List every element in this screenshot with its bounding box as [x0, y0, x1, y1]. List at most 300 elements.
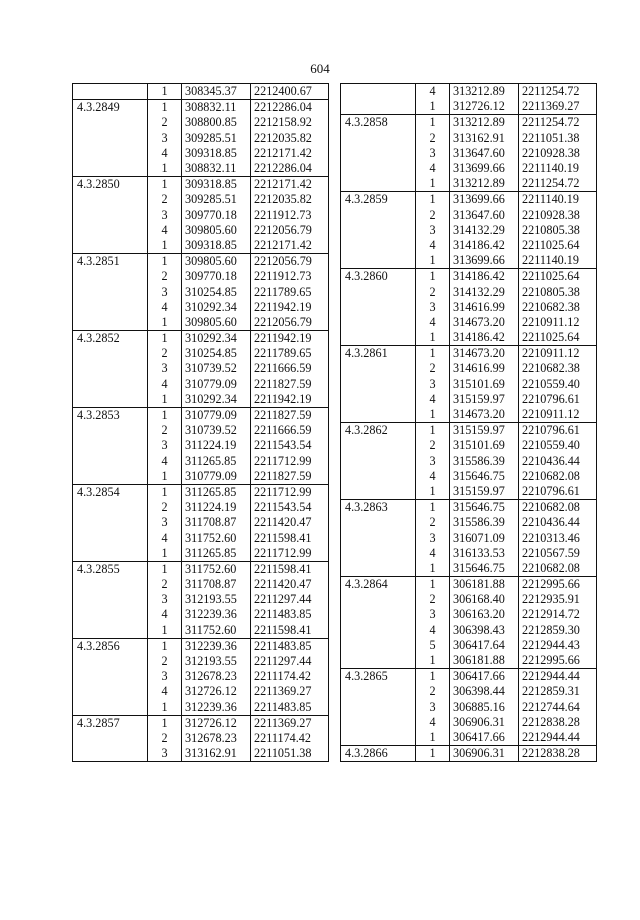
- x-coordinate-cell: 306181.88: [450, 577, 519, 593]
- y-coordinate-cell: 2211712.99: [251, 546, 329, 562]
- table-row: [341, 208, 597, 223]
- y-coordinate-cell: 2212944.44: [519, 669, 597, 685]
- parcel-id-cell: [341, 361, 416, 376]
- parcel-id-cell: 4.3.2854: [73, 484, 148, 500]
- parcel-id-cell: [73, 377, 148, 392]
- table-row: [341, 623, 597, 638]
- parcel-id-cell: [73, 731, 148, 746]
- parcel-id-cell: [341, 161, 416, 176]
- y-coordinate-cell: 2211789.65: [251, 346, 329, 361]
- table-row: [73, 746, 329, 762]
- table-row: [73, 100, 329, 116]
- x-coordinate-cell: 314132.29: [450, 223, 519, 238]
- point-number-cell: 3: [416, 146, 450, 161]
- x-coordinate-cell: 306417.66: [450, 730, 519, 746]
- point-number-cell: 1: [416, 407, 450, 423]
- coordinate-table-right: [340, 83, 597, 762]
- y-coordinate-cell: 2212859.31: [519, 684, 597, 699]
- parcel-id-cell: [341, 208, 416, 223]
- parcel-id-cell: [341, 700, 416, 715]
- x-coordinate-cell: 316071.09: [450, 530, 519, 545]
- table-row: [341, 438, 597, 453]
- point-number-cell: 4: [148, 300, 182, 315]
- parcel-id-cell: [341, 484, 416, 500]
- x-coordinate-cell: 313647.60: [450, 146, 519, 161]
- table-row: [73, 669, 329, 684]
- y-coordinate-cell: 2211942.19: [251, 300, 329, 315]
- y-coordinate-cell: 2211140.19: [519, 253, 597, 269]
- x-coordinate-cell: 315646.75: [450, 561, 519, 577]
- table-row: [341, 146, 597, 161]
- table-row: [73, 84, 329, 100]
- y-coordinate-cell: 2211712.99: [251, 484, 329, 500]
- parcel-id-cell: [341, 300, 416, 315]
- y-coordinate-cell: 2211598.41: [251, 530, 329, 545]
- x-coordinate-cell: 312726.12: [450, 99, 519, 115]
- x-coordinate-cell: 313699.66: [450, 161, 519, 176]
- x-coordinate-cell: 308800.85: [182, 115, 251, 130]
- x-coordinate-cell: 310292.34: [182, 392, 251, 408]
- parcel-id-cell: [341, 638, 416, 653]
- x-coordinate-cell: 306885.16: [450, 700, 519, 715]
- y-coordinate-cell: 2211666.59: [251, 423, 329, 438]
- x-coordinate-cell: 311265.85: [182, 454, 251, 469]
- table-row: [73, 731, 329, 746]
- point-number-cell: 3: [148, 284, 182, 299]
- point-number-cell: 1: [148, 715, 182, 731]
- table-row: [341, 377, 597, 392]
- x-coordinate-cell: 309770.18: [182, 269, 251, 284]
- table-row: [73, 469, 329, 485]
- x-coordinate-cell: 310779.09: [182, 407, 251, 423]
- y-coordinate-cell: 2212400.67: [251, 84, 329, 100]
- point-number-cell: 1: [416, 115, 450, 131]
- parcel-id-cell: [73, 131, 148, 146]
- table-row: [73, 654, 329, 669]
- y-coordinate-cell: 2210911.12: [519, 346, 597, 362]
- table-row: [73, 500, 329, 515]
- point-number-cell: 2: [416, 361, 450, 376]
- table-row: [341, 84, 597, 100]
- table-row: [341, 115, 597, 131]
- parcel-id-cell: 4.3.2866: [341, 746, 416, 762]
- x-coordinate-cell: 313162.91: [182, 746, 251, 762]
- parcel-id-cell: [73, 392, 148, 408]
- table-row: [73, 300, 329, 315]
- page-number: 604: [310, 61, 330, 76]
- table-row: [341, 684, 597, 699]
- x-coordinate-cell: 311752.60: [182, 530, 251, 545]
- x-coordinate-cell: 308832.11: [182, 161, 251, 177]
- point-number-cell: 2: [148, 654, 182, 669]
- y-coordinate-cell: 2210313.46: [519, 530, 597, 545]
- point-number-cell: 2: [416, 684, 450, 699]
- y-coordinate-cell: 2211025.64: [519, 238, 597, 253]
- point-number-cell: 1: [416, 669, 450, 685]
- point-number-cell: 4: [416, 546, 450, 561]
- y-coordinate-cell: 2212838.28: [519, 746, 597, 762]
- table-row: [341, 746, 597, 762]
- y-coordinate-cell: 2210436.44: [519, 454, 597, 469]
- parcel-id-cell: 4.3.2858: [341, 115, 416, 131]
- x-coordinate-cell: 314616.99: [450, 300, 519, 315]
- point-number-cell: 4: [416, 392, 450, 407]
- table-row: [73, 454, 329, 469]
- parcel-id-cell: [73, 146, 148, 161]
- table-row: [341, 131, 597, 146]
- point-number-cell: 1: [416, 192, 450, 208]
- y-coordinate-cell: 2211369.27: [519, 99, 597, 115]
- point-number-cell: 1: [416, 653, 450, 669]
- point-number-cell: 1: [416, 577, 450, 593]
- point-number-cell: 1: [416, 99, 450, 115]
- parcel-id-cell: [341, 715, 416, 730]
- y-coordinate-cell: 2212171.42: [251, 177, 329, 193]
- point-number-cell: 1: [148, 623, 182, 639]
- y-coordinate-cell: 2211051.38: [519, 131, 597, 146]
- parcel-id-cell: 4.3.2849: [73, 100, 148, 116]
- y-coordinate-cell: 2211297.44: [251, 592, 329, 607]
- table-row: [341, 407, 597, 423]
- y-coordinate-cell: 2212035.82: [251, 192, 329, 207]
- parcel-id-cell: [341, 131, 416, 146]
- parcel-id-cell: [341, 469, 416, 484]
- x-coordinate-cell: 306181.88: [450, 653, 519, 669]
- point-number-cell: 4: [416, 715, 450, 730]
- x-coordinate-cell: 311224.19: [182, 500, 251, 515]
- point-number-cell: 1: [148, 561, 182, 577]
- x-coordinate-cell: 312678.23: [182, 731, 251, 746]
- y-coordinate-cell: 2212286.04: [251, 161, 329, 177]
- table-row: [73, 377, 329, 392]
- table-row: [341, 284, 597, 299]
- x-coordinate-cell: 306168.40: [450, 592, 519, 607]
- point-number-cell: 1: [148, 100, 182, 116]
- parcel-id-cell: [73, 315, 148, 331]
- y-coordinate-cell: 2211483.85: [251, 638, 329, 654]
- x-coordinate-cell: 313212.89: [450, 176, 519, 192]
- table-row: [341, 530, 597, 545]
- y-coordinate-cell: 2212035.82: [251, 131, 329, 146]
- parcel-id-cell: [341, 284, 416, 299]
- y-coordinate-cell: 2211297.44: [251, 654, 329, 669]
- point-number-cell: 4: [148, 454, 182, 469]
- point-number-cell: 2: [148, 192, 182, 207]
- y-coordinate-cell: 2210805.38: [519, 223, 597, 238]
- table-row: [73, 515, 329, 530]
- y-coordinate-cell: 2212944.44: [519, 730, 597, 746]
- point-number-cell: 1: [148, 238, 182, 254]
- x-coordinate-cell: 310739.52: [182, 361, 251, 376]
- y-coordinate-cell: 2210682.38: [519, 361, 597, 376]
- point-number-cell: 2: [416, 515, 450, 530]
- x-coordinate-cell: 315646.75: [450, 500, 519, 516]
- y-coordinate-cell: 2212056.79: [251, 223, 329, 238]
- x-coordinate-cell: 311265.85: [182, 546, 251, 562]
- point-number-cell: 1: [416, 730, 450, 746]
- point-number-cell: 3: [416, 377, 450, 392]
- point-number-cell: 4: [148, 684, 182, 699]
- point-number-cell: 3: [416, 700, 450, 715]
- x-coordinate-cell: 306417.66: [450, 669, 519, 685]
- parcel-id-cell: [73, 269, 148, 284]
- x-coordinate-cell: 314186.42: [450, 238, 519, 253]
- y-coordinate-cell: 2212935.91: [519, 592, 597, 607]
- y-coordinate-cell: 2211025.64: [519, 269, 597, 285]
- y-coordinate-cell: 2211025.64: [519, 330, 597, 346]
- y-coordinate-cell: 2210805.38: [519, 284, 597, 299]
- y-coordinate-cell: 2212056.79: [251, 254, 329, 270]
- point-number-cell: 3: [148, 131, 182, 146]
- table-row: [341, 361, 597, 376]
- table-row: [73, 208, 329, 223]
- y-coordinate-cell: 2212995.66: [519, 577, 597, 593]
- y-coordinate-cell: 2211369.27: [251, 684, 329, 699]
- point-number-cell: 3: [148, 592, 182, 607]
- parcel-id-cell: [341, 561, 416, 577]
- x-coordinate-cell: 313699.66: [450, 192, 519, 208]
- parcel-id-cell: [73, 577, 148, 592]
- parcel-id-cell: [341, 330, 416, 346]
- point-number-cell: 1: [148, 407, 182, 423]
- parcel-id-cell: [73, 361, 148, 376]
- parcel-id-cell: [73, 669, 148, 684]
- y-coordinate-cell: 2211712.99: [251, 454, 329, 469]
- y-coordinate-cell: 2210796.61: [519, 392, 597, 407]
- parcel-id-cell: [341, 438, 416, 453]
- x-coordinate-cell: 313212.89: [450, 115, 519, 131]
- point-number-cell: 3: [416, 607, 450, 622]
- table-row: [341, 669, 597, 685]
- parcel-id-cell: [341, 238, 416, 253]
- x-coordinate-cell: 312193.55: [182, 592, 251, 607]
- x-coordinate-cell: 309770.18: [182, 208, 251, 223]
- table-row: [73, 331, 329, 347]
- point-number-cell: 1: [148, 546, 182, 562]
- y-coordinate-cell: 2211254.72: [519, 84, 597, 100]
- table-row: [73, 592, 329, 607]
- x-coordinate-cell: 309805.60: [182, 315, 251, 331]
- y-coordinate-cell: 2211051.38: [251, 746, 329, 762]
- x-coordinate-cell: 306398.44: [450, 684, 519, 699]
- point-number-cell: 4: [416, 84, 450, 100]
- point-number-cell: 2: [148, 577, 182, 592]
- y-coordinate-cell: 2211912.73: [251, 208, 329, 223]
- parcel-id-cell: [73, 284, 148, 299]
- table-row: [341, 561, 597, 577]
- y-coordinate-cell: 2212944.43: [519, 638, 597, 653]
- parcel-id-cell: [73, 515, 148, 530]
- y-coordinate-cell: 2211174.42: [251, 731, 329, 746]
- x-coordinate-cell: 311708.87: [182, 577, 251, 592]
- table-row: [73, 315, 329, 331]
- coordinate-table-left: [72, 83, 329, 762]
- table-row: [341, 469, 597, 484]
- y-coordinate-cell: 2212056.79: [251, 315, 329, 331]
- y-coordinate-cell: 2211942.19: [251, 331, 329, 347]
- x-coordinate-cell: 312239.36: [182, 638, 251, 654]
- parcel-id-cell: [73, 423, 148, 438]
- point-number-cell: 2: [416, 438, 450, 453]
- y-coordinate-cell: 2211598.41: [251, 561, 329, 577]
- table-row: [73, 530, 329, 545]
- point-number-cell: 2: [148, 269, 182, 284]
- table-row: [73, 131, 329, 146]
- point-number-cell: 1: [148, 392, 182, 408]
- table-row: [341, 700, 597, 715]
- x-coordinate-cell: 309318.85: [182, 146, 251, 161]
- parcel-id-cell: 4.3.2853: [73, 407, 148, 423]
- table-row: [341, 223, 597, 238]
- y-coordinate-cell: 2211369.27: [251, 715, 329, 731]
- x-coordinate-cell: 311265.85: [182, 484, 251, 500]
- x-coordinate-cell: 306906.31: [450, 746, 519, 762]
- parcel-id-cell: [73, 607, 148, 622]
- x-coordinate-cell: 311752.60: [182, 561, 251, 577]
- point-number-cell: 4: [148, 223, 182, 238]
- table-row: [341, 546, 597, 561]
- table-row: [73, 407, 329, 423]
- y-coordinate-cell: 2210796.61: [519, 423, 597, 439]
- y-coordinate-cell: 2210796.61: [519, 484, 597, 500]
- table-row: [73, 684, 329, 699]
- parcel-id-cell: [73, 238, 148, 254]
- y-coordinate-cell: 2210682.08: [519, 500, 597, 516]
- y-coordinate-cell: 2210928.38: [519, 208, 597, 223]
- parcel-id-cell: [341, 653, 416, 669]
- table-row: [341, 577, 597, 593]
- x-coordinate-cell: 309318.85: [182, 238, 251, 254]
- point-number-cell: 2: [416, 131, 450, 146]
- point-number-cell: 3: [416, 454, 450, 469]
- y-coordinate-cell: 2211254.72: [519, 115, 597, 131]
- table-row: [341, 176, 597, 192]
- parcel-id-cell: 4.3.2850: [73, 177, 148, 193]
- parcel-id-cell: [73, 530, 148, 545]
- point-number-cell: 1: [148, 84, 182, 100]
- table-row: [73, 269, 329, 284]
- y-coordinate-cell: 2212995.66: [519, 653, 597, 669]
- parcel-id-cell: 4.3.2864: [341, 577, 416, 593]
- x-coordinate-cell: 310292.34: [182, 300, 251, 315]
- table-row: [73, 577, 329, 592]
- table-row: [73, 638, 329, 654]
- y-coordinate-cell: 2211543.54: [251, 500, 329, 515]
- parcel-id-cell: 4.3.2852: [73, 331, 148, 347]
- x-coordinate-cell: 310779.09: [182, 377, 251, 392]
- x-coordinate-cell: 310254.85: [182, 346, 251, 361]
- x-coordinate-cell: 314673.20: [450, 346, 519, 362]
- point-number-cell: 2: [416, 592, 450, 607]
- x-coordinate-cell: 310739.52: [182, 423, 251, 438]
- table-row: [73, 161, 329, 177]
- y-coordinate-cell: 2211827.59: [251, 469, 329, 485]
- point-number-cell: 1: [416, 330, 450, 346]
- x-coordinate-cell: 309285.51: [182, 192, 251, 207]
- table-row: [341, 392, 597, 407]
- x-coordinate-cell: 312239.36: [182, 607, 251, 622]
- parcel-id-cell: [341, 253, 416, 269]
- parcel-id-cell: 4.3.2861: [341, 346, 416, 362]
- point-number-cell: 5: [416, 638, 450, 653]
- point-number-cell: 2: [416, 208, 450, 223]
- parcel-id-cell: [341, 546, 416, 561]
- parcel-id-cell: [73, 208, 148, 223]
- y-coordinate-cell: 2211827.59: [251, 377, 329, 392]
- y-coordinate-cell: 2211174.42: [251, 669, 329, 684]
- parcel-id-cell: [341, 146, 416, 161]
- point-number-cell: 4: [148, 146, 182, 161]
- x-coordinate-cell: 313699.66: [450, 253, 519, 269]
- table-row: [73, 423, 329, 438]
- point-number-cell: 2: [148, 731, 182, 746]
- point-number-cell: 1: [416, 176, 450, 192]
- x-coordinate-cell: 314616.99: [450, 361, 519, 376]
- table-row: [73, 177, 329, 193]
- parcel-id-cell: [73, 546, 148, 562]
- y-coordinate-cell: 2211666.59: [251, 361, 329, 376]
- table-row: [341, 500, 597, 516]
- point-number-cell: 1: [416, 561, 450, 577]
- parcel-id-cell: 4.3.2855: [73, 561, 148, 577]
- x-coordinate-cell: 312678.23: [182, 669, 251, 684]
- table-row: [341, 484, 597, 500]
- x-coordinate-cell: 314673.20: [450, 407, 519, 423]
- y-coordinate-cell: 2212859.30: [519, 623, 597, 638]
- y-coordinate-cell: 2210567.59: [519, 546, 597, 561]
- table-row: [73, 284, 329, 299]
- parcel-id-cell: [341, 392, 416, 407]
- x-coordinate-cell: 313162.91: [450, 131, 519, 146]
- x-coordinate-cell: 310779.09: [182, 469, 251, 485]
- parcel-id-cell: [341, 515, 416, 530]
- y-coordinate-cell: 2211598.41: [251, 623, 329, 639]
- point-number-cell: 3: [148, 361, 182, 376]
- parcel-id-cell: [73, 684, 148, 699]
- x-coordinate-cell: 308832.11: [182, 100, 251, 116]
- x-coordinate-cell: 313647.60: [450, 208, 519, 223]
- parcel-id-cell: [341, 454, 416, 469]
- y-coordinate-cell: 2211254.72: [519, 176, 597, 192]
- point-number-cell: 4: [416, 238, 450, 253]
- parcel-id-cell: [73, 700, 148, 716]
- y-coordinate-cell: 2212914.72: [519, 607, 597, 622]
- y-coordinate-cell: 2212744.64: [519, 700, 597, 715]
- y-coordinate-cell: 2210682.08: [519, 469, 597, 484]
- table-row: [73, 623, 329, 639]
- parcel-id-cell: 4.3.2856: [73, 638, 148, 654]
- table-row: [341, 515, 597, 530]
- x-coordinate-cell: 315586.39: [450, 454, 519, 469]
- x-coordinate-cell: 310292.34: [182, 331, 251, 347]
- point-number-cell: 3: [148, 208, 182, 223]
- x-coordinate-cell: 315159.97: [450, 484, 519, 500]
- table-row: [73, 607, 329, 622]
- x-coordinate-cell: 313212.89: [450, 84, 519, 100]
- point-number-cell: 4: [416, 161, 450, 176]
- y-coordinate-cell: 2210682.08: [519, 561, 597, 577]
- table-row: [341, 730, 597, 746]
- table-row: [341, 653, 597, 669]
- x-coordinate-cell: 306906.31: [450, 715, 519, 730]
- y-coordinate-cell: 2210436.44: [519, 515, 597, 530]
- x-coordinate-cell: 315586.39: [450, 515, 519, 530]
- x-coordinate-cell: 314186.42: [450, 269, 519, 285]
- parcel-id-cell: 4.3.2865: [341, 669, 416, 685]
- table-row: [341, 99, 597, 115]
- point-number-cell: 2: [148, 423, 182, 438]
- x-coordinate-cell: 311752.60: [182, 623, 251, 639]
